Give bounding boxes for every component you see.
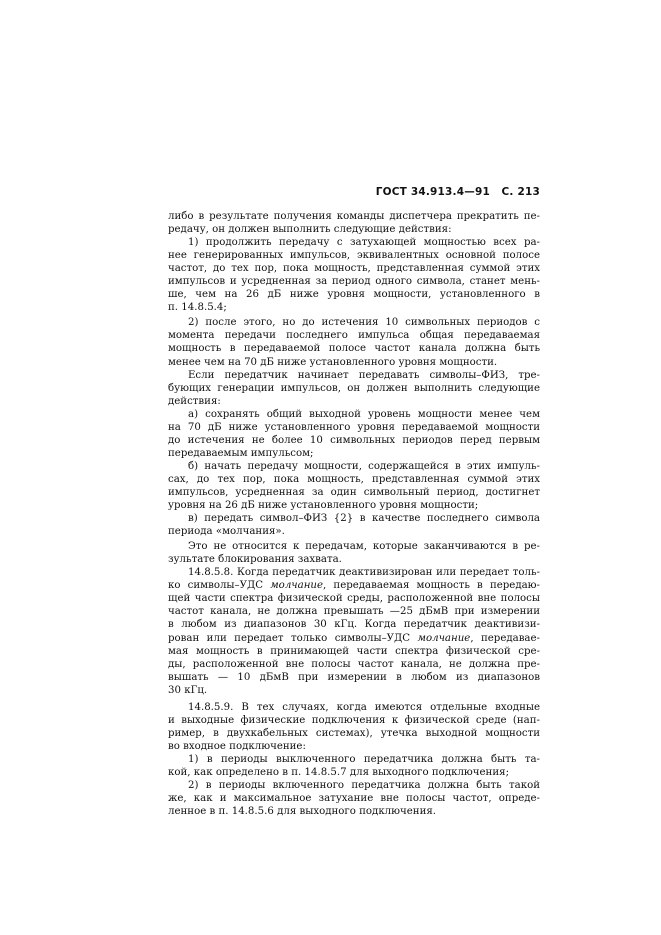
text-line: б) начать передачу мощности, содержащейся в этих импуль- [188, 460, 540, 472]
text-line: на 70 дБ ниже установленного уровня передаваемой мощности [168, 421, 540, 433]
text-line: действия: [168, 395, 221, 407]
text-line: менее чем на 70 дБ ниже установленного уровня мощности. [168, 356, 498, 368]
text-line: нее генерированных импульсов, эквивалентных основной полосе [168, 250, 540, 262]
text-line: ример, в двухкабельных системах), утечка выходной мощности [168, 727, 540, 739]
text-line: вышать — 10 дБмВ при измерении в любом из диапазонов [168, 671, 540, 683]
text-line: зультате блокирования захвата. [168, 554, 342, 566]
text-line: мощность в передаваемой полосе частот канала должна быть [168, 343, 540, 355]
text-line: во входное подключение: [168, 740, 306, 752]
text-line: мая мощность в принимающей части спектра физической сре- [168, 645, 540, 657]
text-line: момента передачи последнего импульса общая передаваемая [168, 330, 540, 342]
text-line: Если передатчик начинает передавать символы–ФИЗ, тре- [188, 369, 540, 381]
text-line: частот, до тех пор, пока мощность, представленная суммой этих [168, 263, 540, 275]
page-number: С. 213 [501, 186, 540, 198]
text-line: частот канала, не должна превышать —25 дБмВ при измерении [168, 606, 540, 618]
text-line: 14.8.5.8. Когда передатчик деактивизирован или передает толь- [188, 567, 540, 579]
text-line: а) сохранять общий выходной уровень мощности менее чем [188, 408, 540, 420]
text-line: щей части спектра физической среды, расположенной вне полосы [168, 593, 540, 605]
text-line: п. 14.8.5.4; [168, 302, 227, 314]
text-line: же, как и максимальное затухание вне полосы частот, опреде- [168, 793, 540, 805]
text-line: и выходные физические подключения к физической среде (нап- [168, 714, 540, 726]
text-line: кой, как определено в п. 14.8.5.7 для выходного подключения; [168, 766, 509, 778]
text-line: 2) в периоды включенного передатчика должна быть такой [188, 780, 540, 792]
text-line: сах, до тех пор, пока мощность, представленная суммой этих [168, 473, 540, 485]
text-line: 1) в периоды выключенного передатчика должна быть та- [188, 753, 540, 765]
text-line: редачу, он должен выполнить следующие действия: [168, 224, 452, 236]
text-line: Это не относится к передачам, которые заканчиваются в ре- [188, 541, 540, 553]
text-line: либо в результате получения команды диспетчера прекратить пе- [168, 211, 540, 222]
text-line: 1) продолжить передачу с затухающей мощностью всех ра- [188, 237, 540, 249]
text-line: 2) после этого, но до истечения 10 символьных периодов с [188, 317, 540, 329]
text-line: ленное в п. 14.8.5.6 для выходного подключения. [168, 806, 437, 818]
text-line: 30 кГц. [168, 684, 208, 696]
text-line: импульсов, усредненная за один символьный период, достигнет [168, 486, 540, 498]
text-line: уровня на 26 дБ ниже установленного уровня мощности; [168, 500, 479, 512]
text-line: передаваемым импульсом; [168, 447, 314, 459]
page-header [0, 186, 540, 198]
text-line: 14.8.5.9. В тех случаях, когда имеются отдельные входные [188, 701, 540, 713]
text-line: импульсов и усредненная за период одного символа, станет мень- [168, 276, 540, 288]
body-text [168, 210, 540, 818]
text-line: ше, чем на 26 дБ ниже уровня мощности, установленного в [168, 289, 540, 301]
standard-number: ГОСТ 34.913.4—91 [375, 186, 490, 198]
text-line: в любом из диапазонов 30 кГц. Когда передатчик деактивизи- [168, 619, 540, 631]
text-line: ко символы–УДС молчание, передаваемая мощность в передаю- [168, 580, 540, 592]
text-line: рован или передает только символы–УДС молчание, передавае- [168, 632, 540, 644]
text-line: в) передать символ–ФИЗ {2} в качестве последнего символа [188, 513, 540, 525]
text-line: до истечения не более 10 символьных периодов перед первым [168, 434, 540, 446]
text-line: бующих генерации импульсов, он должен выполнить следующие [168, 382, 540, 394]
text-line: ды, расположенной вне полосы частот канала, не должна пре- [168, 658, 540, 670]
text-line: периода «молчания». [168, 526, 285, 538]
